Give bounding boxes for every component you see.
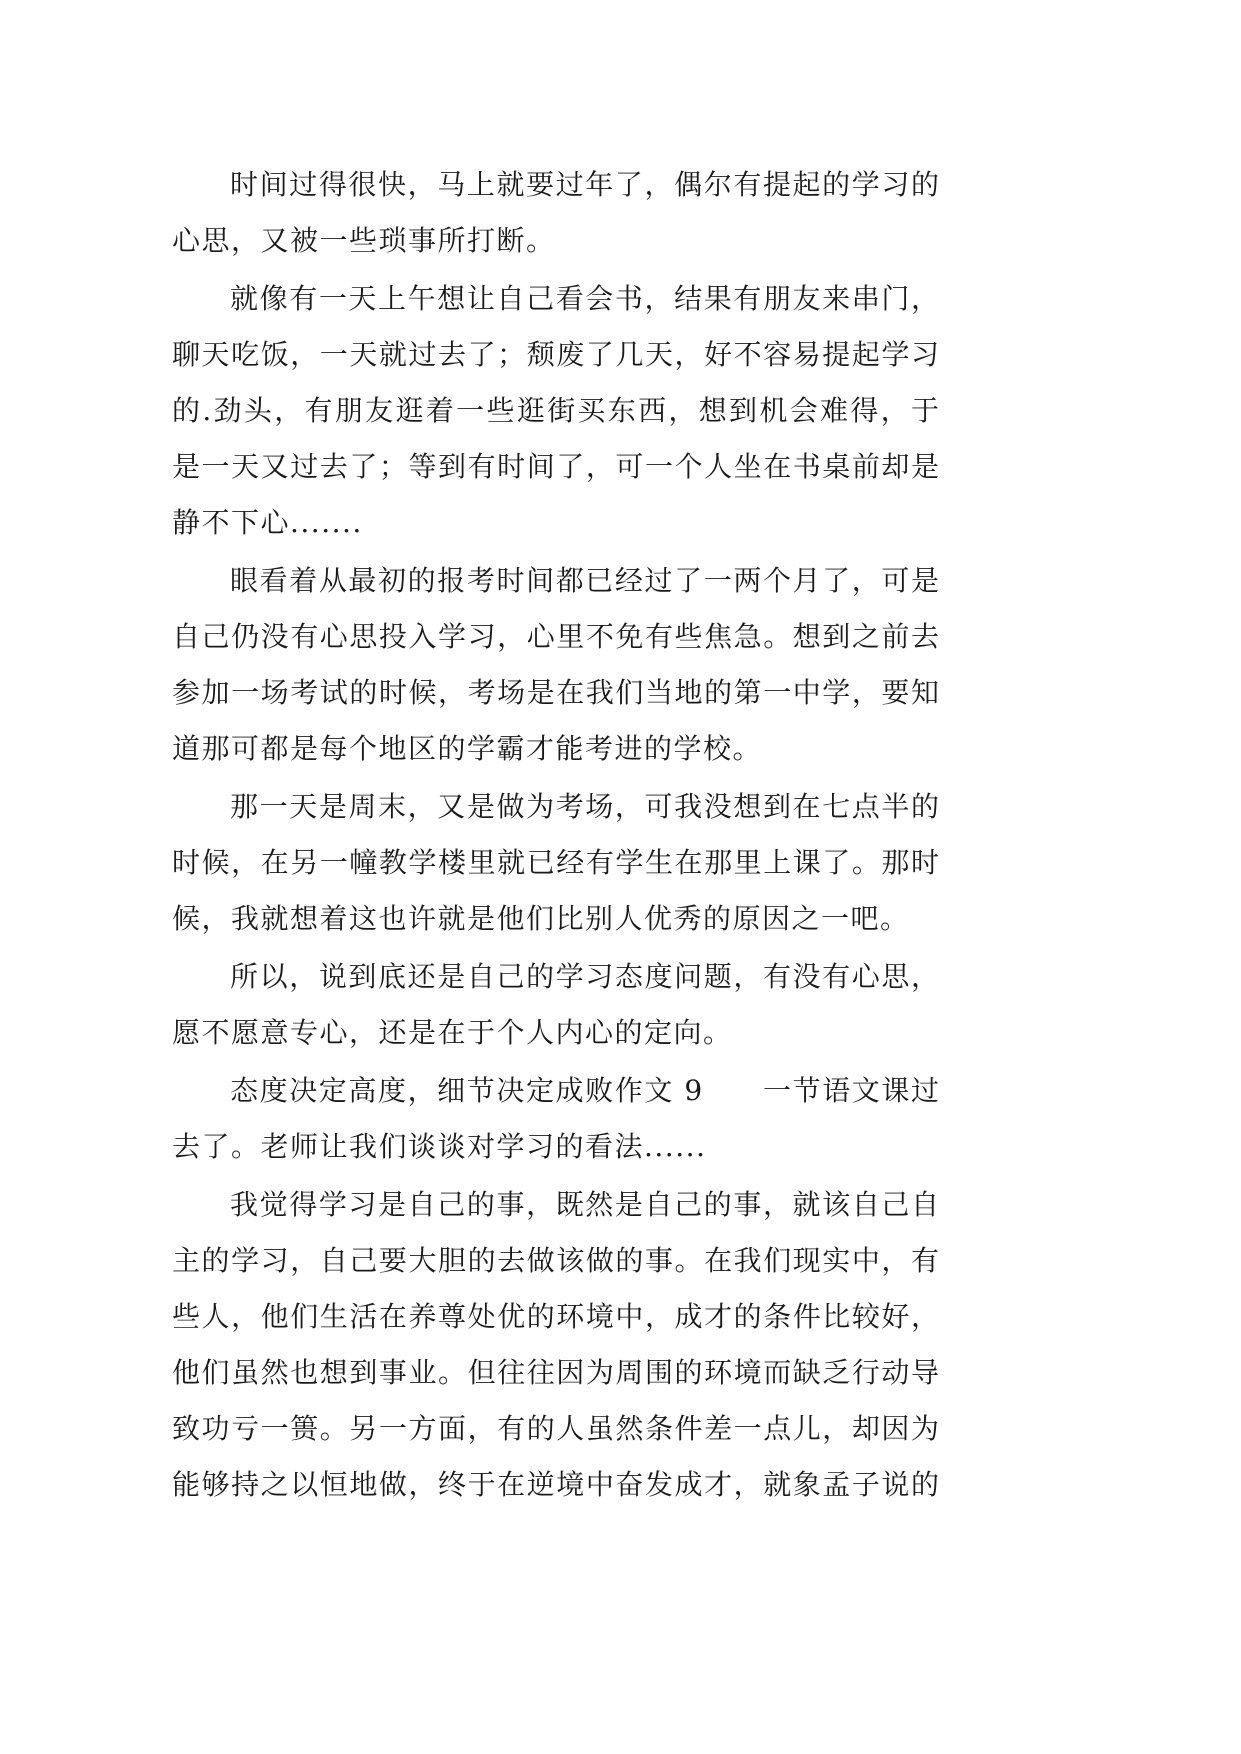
text-line: 我觉得学习是自己的事，既然是自己的事，就该自己自 [230, 1188, 940, 1221]
text-line: 那一天是周末，又是做为考场，可我没想到在七点半的 [230, 790, 940, 823]
text-line: 道那可都是每个地区的学霸才能考进的学校。 [172, 732, 763, 765]
text-line: 心思，又被一些琐事所打断。 [172, 224, 556, 257]
text-line: 的.劲头，有朋友逛着一些逛街买东西，想到机会难得，于 [172, 394, 940, 427]
text-line: 主的学习，自己要大胆的去做该做的事。在我们现实中，有 [172, 1244, 940, 1277]
text-line: 就像有一天上午想让自己看会书，结果有朋友来串门， [230, 282, 940, 315]
text-line: 致功亏一篑。另一方面，有的人虽然条件差一点儿，却因为 [172, 1412, 940, 1445]
paragraph [172, 157, 940, 269]
paragraph [172, 779, 940, 947]
text-line: 参加一场考试的时候，考场是在我们当地的第一中学，要知 [172, 676, 940, 709]
text-line: 些人，他们生活在养尊处优的环境中，成才的条件比较好， [172, 1300, 940, 1333]
text-line: 时间过得很快，马上就要过年了，偶尔有提起的学习的 [230, 168, 940, 201]
paragraph [172, 1177, 940, 1513]
text-line: 他们虽然也想到事业。但往往因为周围的环境而缺乏行动导 [172, 1356, 940, 1389]
text-line: 眼看着从最初的报考时间都已经过了一两个月了，可是 [230, 564, 940, 597]
paragraph [172, 553, 940, 777]
text-line: 聊天吃饭，一天就过去了；颓废了几天，好不容易提起学习 [172, 338, 940, 371]
document-body [172, 157, 940, 1515]
text-line: 能够持之以恒地做，终于在逆境中奋发成才，就象孟子说的 [172, 1468, 940, 1501]
paragraph [172, 271, 940, 551]
text-line: 自己仍没有心思投入学习，心里不免有些焦急。想到之前去 [172, 620, 940, 653]
paragraph [172, 1063, 940, 1175]
text-line: 态度决定高度，细节决定成败作文 9 一节语文课过 [230, 1074, 940, 1107]
text-line: 时候，在另一幢教学楼里就已经有学生在那里上课了。那时 [172, 846, 940, 879]
text-line: 愿不愿意专心，还是在于个人内心的定向。 [172, 1016, 733, 1049]
text-line: 候，我就想着这也许就是他们比别人优秀的原因之一吧。 [172, 902, 910, 935]
text-line: 所以，说到底还是自己的学习态度问题，有没有心思， [230, 960, 940, 993]
text-line: 静不下心....... [172, 506, 363, 539]
paragraph [172, 949, 940, 1061]
text-line: 去了。老师让我们谈谈对学习的看法...... [172, 1130, 707, 1163]
text-line: 是一天又过去了；等到有时间了，可一个人坐在书桌前却是 [172, 450, 940, 483]
